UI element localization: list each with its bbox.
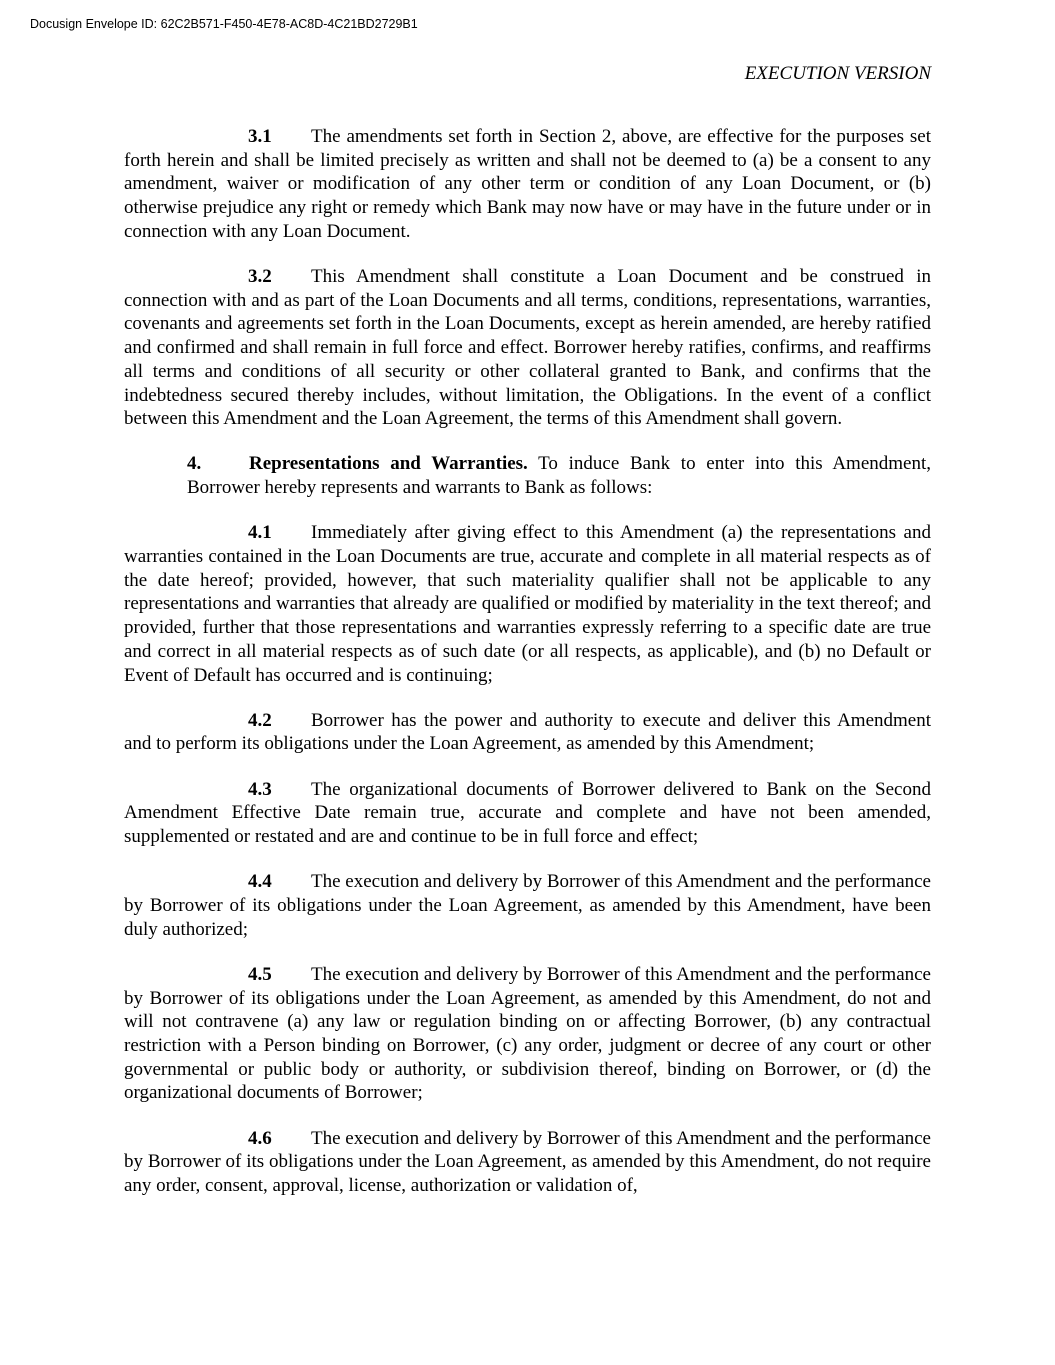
paragraph-text: The organizational documents of Borrower delivered to Bank on the Second Amendment Effective Date remain true, accurate and complete and have not been amended, supplemented or restated and are and continue to be in full force and effect; bbox=[124, 778, 931, 848]
section-number: 4. bbox=[187, 453, 202, 475]
section-number: 4.2 bbox=[248, 709, 272, 731]
paragraph-text: The execution and delivery by Borrower of this Amendment and the performance by Borrower of its obligations under the Loan Agreement, as amended by this Amendment, do not and will not contravene (a) any law or regulation binding on or affecting Borrower, (b) any contractual restriction with a Person binding on Borrower, (c) any order, judgment or decree of any court or other governmental or public body or authority, or subdivision thereof, binding on Borrower, or (d) the organizational documents of Borrower; bbox=[124, 963, 931, 1104]
section-number: 4.3 bbox=[248, 778, 272, 800]
execution-version-label: EXECUTION VERSION bbox=[744, 63, 931, 84]
section-number: 3.1 bbox=[248, 126, 272, 147]
section-title: Representations and Warranties. bbox=[249, 453, 528, 475]
paragraph-3-2 bbox=[124, 265, 931, 431]
section-number: 4.1 bbox=[248, 522, 272, 544]
section-number: 4.4 bbox=[248, 871, 272, 893]
document-body bbox=[124, 125, 931, 1219]
section-number: 4.6 bbox=[248, 1127, 272, 1149]
paragraph-4-5 bbox=[124, 963, 931, 1105]
section-number: 4.5 bbox=[248, 963, 272, 985]
paragraph-text: The execution and delivery by Borrower of this Amendment and the performance by Borrower of its obligations under the Loan Agreement, as amended by this Amendment, have been duly authorized; bbox=[124, 871, 931, 940]
paragraph-4-2 bbox=[124, 709, 931, 756]
paragraph-text: The amendments set forth in Section 2, above, are effective for the purposes set forth herein and shall be limited precisely as written and shall not be deemed to (a) be a consent to any amendment, waiver or modification of any other term or condition of any Loan Document, or (b) otherwise prejudice any right or remedy which Bank may now have or may have in the future under or in connection with any Loan Document. bbox=[124, 126, 931, 242]
paragraph-text: Borrower has the power and authority to execute and deliver this Amendment and to perform its obligations under the Loan Agreement, as amended by this Amendment; bbox=[124, 709, 931, 755]
paragraph-4-6 bbox=[124, 1127, 931, 1198]
section-intro-text: To induce Bank to enter into this Amendment, Borrower hereby represents and warrants to Bank as follows: bbox=[187, 453, 931, 499]
envelope-id: Docusign Envelope ID: 62C2B571-F450-4E78-AC8D-4C21BD2729B1 bbox=[30, 17, 418, 31]
paragraph-text: This Amendment shall constitute a Loan Document and be construed in connection with and as part of the Loan Documents and all terms, conditions, representations, warranties, covenants and agreements set forth in the Loan Documents, except as herein amended, are hereby ratified and confirmed and shall remain in full force and effect. Borrower hereby ratifies, confirms, and reaffirms all terms and conditions of all security or other collateral granted to Bank, and confirms that the indebtedness secured thereby includes, without limitation, the Obligations. In the event of a conflict between this Amendment and the Loan Agreement, the terms of this Amendment shall govern. bbox=[124, 266, 931, 430]
paragraph-3-1 bbox=[124, 125, 931, 244]
paragraph-4-1 bbox=[124, 521, 931, 687]
paragraph-text: Immediately after giving effect to this Amendment (a) the representations and warranties contained in the Loan Documents are true, accurate and complete in all material respects as of the date hereof; provided, however, that such materiality qualifier shall not be applicable to any representations and warranties that already are qualified or modified by materiality in the text thereof; and provided, further that those representations and warranties expressly referring to a specific date are true and correct in all material respects as of such date (or all respects, as applicable), and (b) no Default or Event of Default has occurred and is continuing; bbox=[124, 522, 931, 686]
section-4-heading bbox=[187, 452, 931, 499]
section-number: 3.2 bbox=[248, 266, 272, 288]
paragraph-4-4 bbox=[124, 870, 931, 941]
paragraph-4-3 bbox=[124, 778, 931, 849]
paragraph-text: The execution and delivery by Borrower of this Amendment and the performance by Borrower of its obligations under the Loan Agreement, as amended by this Amendment, do not require any order, consent, approval, license, authorization or validation of, bbox=[124, 1127, 931, 1197]
